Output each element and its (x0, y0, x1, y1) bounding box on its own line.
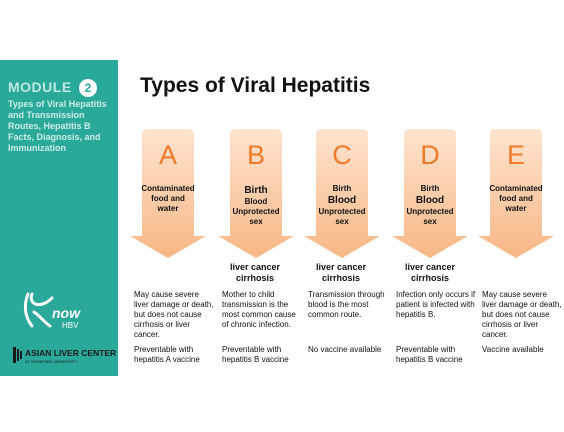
svg-text:now: now (52, 305, 80, 321)
type-description: Infection only occurs if patient is infected with hepatitis B. (396, 290, 476, 319)
transmission-route: Birth (420, 184, 440, 193)
type-description: May cause severe liver damage or death, but does not cause cirrhosis or liver cancer. (134, 290, 214, 339)
type-letter: D (420, 140, 440, 170)
svg-text:HBV: HBV (62, 321, 79, 330)
type-description: May cause severe liver damage or death, but does not cause cirrhosis or liver cancer. (482, 290, 562, 339)
complication-label: liver cancer cirrhosis (315, 262, 367, 283)
transmission-route: sex (249, 217, 263, 226)
transmission-route: sex (335, 217, 349, 226)
complication-label: liver cancer cirrhosis (404, 262, 456, 283)
module-number-badge: 2 (79, 79, 97, 97)
complication-label: liver cancer cirrhosis (229, 262, 281, 283)
transmission-routes (476, 184, 556, 214)
type-letter: A (158, 140, 177, 170)
transmission-route: Birth (332, 184, 352, 193)
type-d-arrow (390, 128, 470, 258)
type-c-arrow (302, 128, 382, 258)
transmission-route: Unprotected (318, 207, 366, 216)
transmission-routes (216, 184, 296, 227)
type-description: Mother to child transmission is the most common cause of chronic infection. (222, 290, 296, 329)
type-letter: E (506, 140, 525, 170)
know-hbv-logo (22, 290, 102, 330)
type-e-arrow (476, 128, 556, 258)
transmission-routes (128, 184, 208, 214)
transmission-route: Unprotected (232, 207, 280, 216)
transmission-route: Blood (244, 197, 268, 206)
vaccine-info: Vaccine available (482, 345, 544, 354)
asian-liver-center-logo (12, 344, 116, 366)
type-description: Transmission through blood is the most common route. (308, 290, 385, 319)
center-sub: AT STANFORD UNIVERSITY (25, 359, 78, 364)
transmission-route: Unprotected (406, 207, 454, 216)
vaccine-info: Preventable with hepatitis B vaccine (222, 345, 289, 364)
vaccine-info: No vaccine available (308, 345, 382, 354)
transmission-routes (390, 184, 470, 227)
type-b-arrow (216, 128, 296, 258)
transmission-route: Blood (327, 195, 357, 206)
type-letter: C (332, 140, 352, 170)
transmission-route: food and (151, 194, 185, 203)
center-name: ASIAN LIVER CENTER (25, 348, 116, 358)
module-title: MODULE (8, 79, 72, 95)
module-description: Types of Viral Hepatitis and Transmission Routes, Hepatitis B Facts, Diagnosis, and Immunization (8, 99, 107, 153)
transmission-route: food and (499, 194, 533, 203)
transmission-route: Contaminated (141, 184, 195, 193)
transmission-routes (302, 184, 382, 227)
transmission-route: Contaminated (489, 184, 543, 193)
transmission-route: Blood (415, 195, 445, 206)
type-a-arrow (128, 128, 208, 258)
vaccine-info: Preventable with hepatitis A vaccine (134, 345, 200, 364)
transmission-route: Birth (244, 185, 268, 196)
transmission-route: water (157, 204, 179, 213)
vaccine-info: Preventable with hepatitis B vaccine (396, 345, 463, 364)
type-letter: B (246, 140, 265, 170)
page-title: Types of Viral Hepatitis (140, 74, 371, 97)
transmission-route: sex (423, 217, 437, 226)
transmission-route: water (505, 204, 527, 213)
